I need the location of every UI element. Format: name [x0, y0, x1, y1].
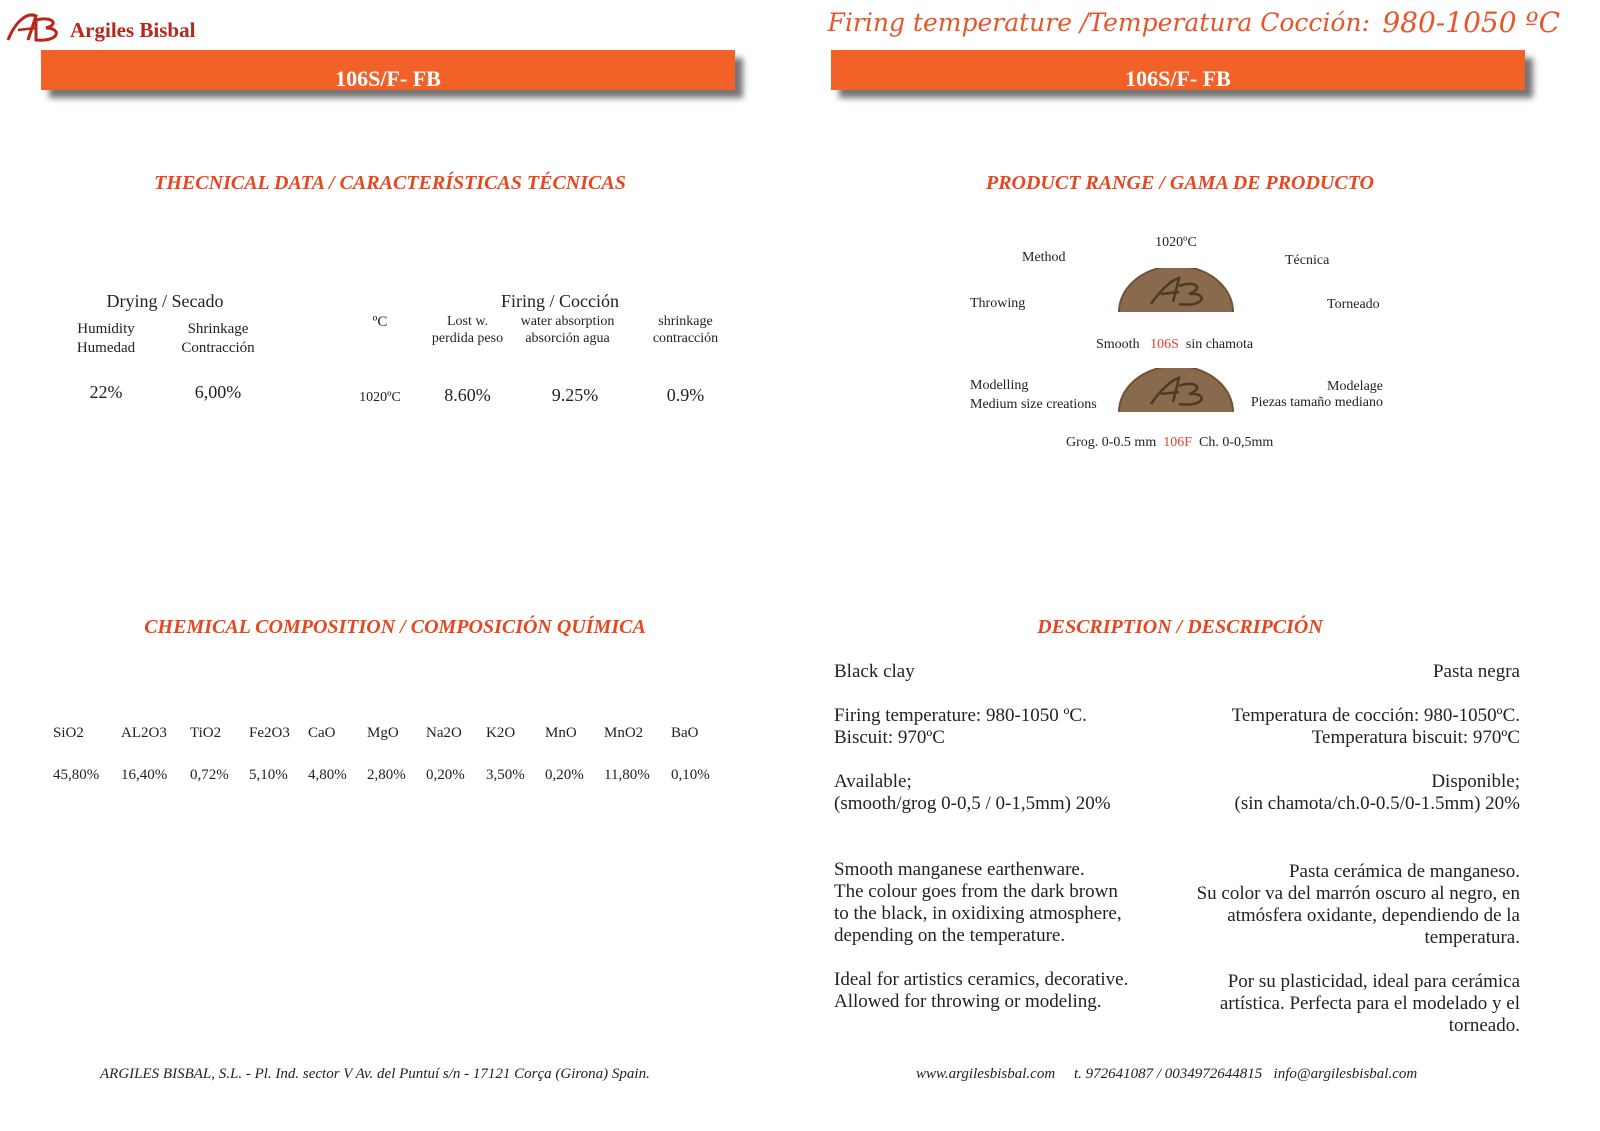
lost-weight-label-en: Lost w.	[446, 314, 489, 329]
smooth-row	[1096, 337, 1253, 353]
desc-es-line-1: Pasta negra	[1432, 661, 1520, 682]
chem-compound-name: MnO	[545, 725, 577, 741]
smooth-clay-sample-icon	[1117, 268, 1235, 312]
method-label-en: Method	[1022, 250, 1066, 265]
chem-compound-name: Fe2O3	[249, 725, 290, 741]
water-absorption-label-en: water absorption	[520, 314, 615, 329]
firing-temperature-range: 980-1050 ºC	[1382, 6, 1560, 39]
chem-compound-value: 4,80%	[308, 767, 347, 783]
footer-contact	[916, 1066, 1417, 1083]
chem-compound-value: 0,20%	[426, 767, 465, 783]
smooth-label-es: sin chamota	[1185, 337, 1254, 352]
grog-row	[1066, 435, 1273, 451]
chem-compound-value: 0,20%	[545, 767, 584, 783]
firing-shrinkage-label-en: shrinkage	[658, 314, 713, 329]
desc-es-line-5: (sin chamota/ch.0-0.5/0-1.5mm) 20%	[1234, 793, 1520, 814]
desc-en-line-10: Ideal for artistics ceramics, decorative.	[834, 969, 1129, 990]
desc-en-line-1: Black clay	[834, 661, 915, 682]
throwing-label-en: Throwing	[970, 296, 1026, 311]
footer-address: ARGILES BISBAL, S.L. - Pl. Ind. sector V Av. del Puntuí s/n - 17121 Corça (Girona) Spain.	[100, 1066, 650, 1082]
brand-name: Argiles Bisbal	[70, 18, 196, 42]
desc-es-line-4: Disponible;	[1431, 771, 1520, 792]
humidity-label-es: Humedad	[76, 340, 136, 356]
humidity-label-en: Humidity	[77, 321, 135, 337]
modelling-label-en: Modelling	[970, 378, 1029, 393]
humidity-value: 22%	[89, 382, 123, 402]
ab-logo-icon	[6, 10, 66, 46]
chem-compound-value: 11,80%	[604, 767, 650, 783]
desc-en-line-6: Smooth manganese earthenware.	[834, 859, 1085, 880]
chem-compound-name: CaO	[308, 725, 336, 741]
shrinkage-label-es: Contracción	[181, 340, 255, 356]
desc-en-line-4: Available;	[834, 771, 912, 792]
smooth-label-en: Smooth	[1096, 337, 1140, 352]
footer-email-link[interactable]: info@argilesbisbal.com	[1273, 1066, 1418, 1082]
lost-weight-label-es: perdida peso	[431, 331, 504, 346]
shrinkage-label-en: Shrinkage	[187, 321, 249, 337]
lost-weight-value: 8.60%	[444, 385, 491, 405]
grog-label-en: Grog. 0-0.5 mm	[1066, 435, 1157, 450]
desc-es-line-12: torneado.	[1448, 1015, 1520, 1036]
chem-compound-value: 3,50%	[486, 767, 525, 783]
chem-compound-name: Na2O	[426, 725, 462, 741]
desc-en-line-7: The colour goes from the dark brown	[834, 881, 1118, 902]
desc-es-line-3: Temperatura biscuit: 970ºC	[1311, 727, 1520, 748]
desc-es-line-11: artística. Perfecta para el modelado y el	[1219, 993, 1520, 1014]
desc-es-line-8: atmósfera oxidante, dependiendo de la	[1227, 905, 1520, 926]
chemical-composition-title: CHEMICAL COMPOSITION / COMPOSICIÓN QUÍMICA	[144, 616, 646, 638]
desc-es-line-9: temperatura.	[1424, 927, 1520, 948]
technical-data-title: THECNICAL DATA / CARACTERÍSTICAS TÉCNICAS	[154, 172, 626, 194]
product-code-left: 106S/F- FB	[335, 66, 441, 90]
chem-compound-name: SiO2	[53, 725, 84, 741]
desc-en-line-8: to the black, in oxidixing atmosphere,	[834, 903, 1122, 924]
desc-es-line-10: Por su plasticidad, ideal para cerámica	[1227, 971, 1520, 992]
product-band-right	[831, 50, 1525, 90]
firing-shrinkage-label-es: contracción	[652, 331, 719, 346]
water-absorption-value: 9.25%	[551, 385, 599, 405]
chem-compound-value: 0,10%	[671, 767, 710, 783]
desc-en-line-11: Allowed for throwing or modeling.	[834, 991, 1102, 1012]
chem-compound-name: MnO2	[604, 725, 644, 741]
smooth-code: 106S	[1150, 337, 1179, 352]
drying-shrinkage-value: 6,00%	[194, 382, 242, 402]
chem-compound-name: AL2O3	[121, 725, 167, 741]
temp-header: ºC	[372, 314, 388, 330]
product-code-right: 106S/F- FB	[1125, 66, 1231, 90]
chem-compound-value: 0,72%	[190, 767, 229, 783]
firing-temperature-label: Firing temperature /Temperatura Cocción:	[827, 8, 1370, 37]
modelling-sub-en: Medium size creations	[970, 397, 1097, 412]
chem-compound-value: 2,80%	[367, 767, 406, 783]
desc-es-line-6: Pasta cerámica de manganeso.	[1288, 861, 1520, 882]
range-temp: 1020ºC	[1155, 235, 1197, 250]
product-range-title: PRODUCT RANGE / GAMA DE PRODUCTO	[985, 172, 1375, 194]
method-label-es: Técnica	[1285, 253, 1330, 268]
grog-label-es: Ch. 0-0,5mm	[1199, 435, 1274, 450]
firing-group-label: Firing / Cocción	[501, 291, 619, 311]
modelling-sub-es: Piezas tamaño mediano	[1250, 395, 1383, 410]
water-absorption-label-es: absorción agua	[525, 331, 610, 346]
throwing-label-es: Torneado	[1327, 297, 1380, 312]
desc-en-line-5: (smooth/grog 0-0,5 / 0-1,5mm) 20%	[834, 793, 1111, 814]
firing-shrinkage-value: 0.9%	[666, 385, 705, 405]
product-band-left	[41, 50, 735, 90]
chem-compound-value: 5,10%	[249, 767, 288, 783]
chem-compound-name: BaO	[671, 725, 699, 741]
footer-website-link[interactable]: www.argilesbisbal.com	[916, 1066, 1056, 1082]
modelling-label-es: Modelage	[1327, 379, 1383, 394]
chem-compound-name: K2O	[486, 725, 516, 741]
chem-compound-name: MgO	[367, 725, 399, 741]
firing-temp-value: 1020ºC	[359, 390, 401, 405]
description-title: DESCRIPTION / DESCRIPCIÓN	[1037, 616, 1323, 638]
chem-compound-value: 45,80%	[53, 767, 100, 783]
chem-compound-value: 16,40%	[121, 767, 168, 783]
desc-es-line-7: Su color va del marrón oscuro al negro, en	[1196, 883, 1520, 904]
desc-es-line-2: Temperatura de cocción: 980-1050ºC.	[1231, 705, 1520, 726]
chem-compound-name: TiO2	[190, 725, 222, 741]
grog-clay-sample-icon	[1117, 368, 1235, 412]
desc-en-line-9: depending on the temperature.	[834, 925, 1066, 946]
desc-en-line-2: Firing temperature: 980-1050 ºC.	[834, 705, 1087, 726]
footer-phone: t. 972641087 / 0034972644815	[1073, 1066, 1263, 1082]
desc-en-line-3: Biscuit: 970ºC	[834, 727, 945, 748]
brand-logo	[6, 10, 216, 46]
grog-code: 106F	[1163, 435, 1193, 450]
drying-group-label: Drying / Secado	[106, 291, 224, 311]
